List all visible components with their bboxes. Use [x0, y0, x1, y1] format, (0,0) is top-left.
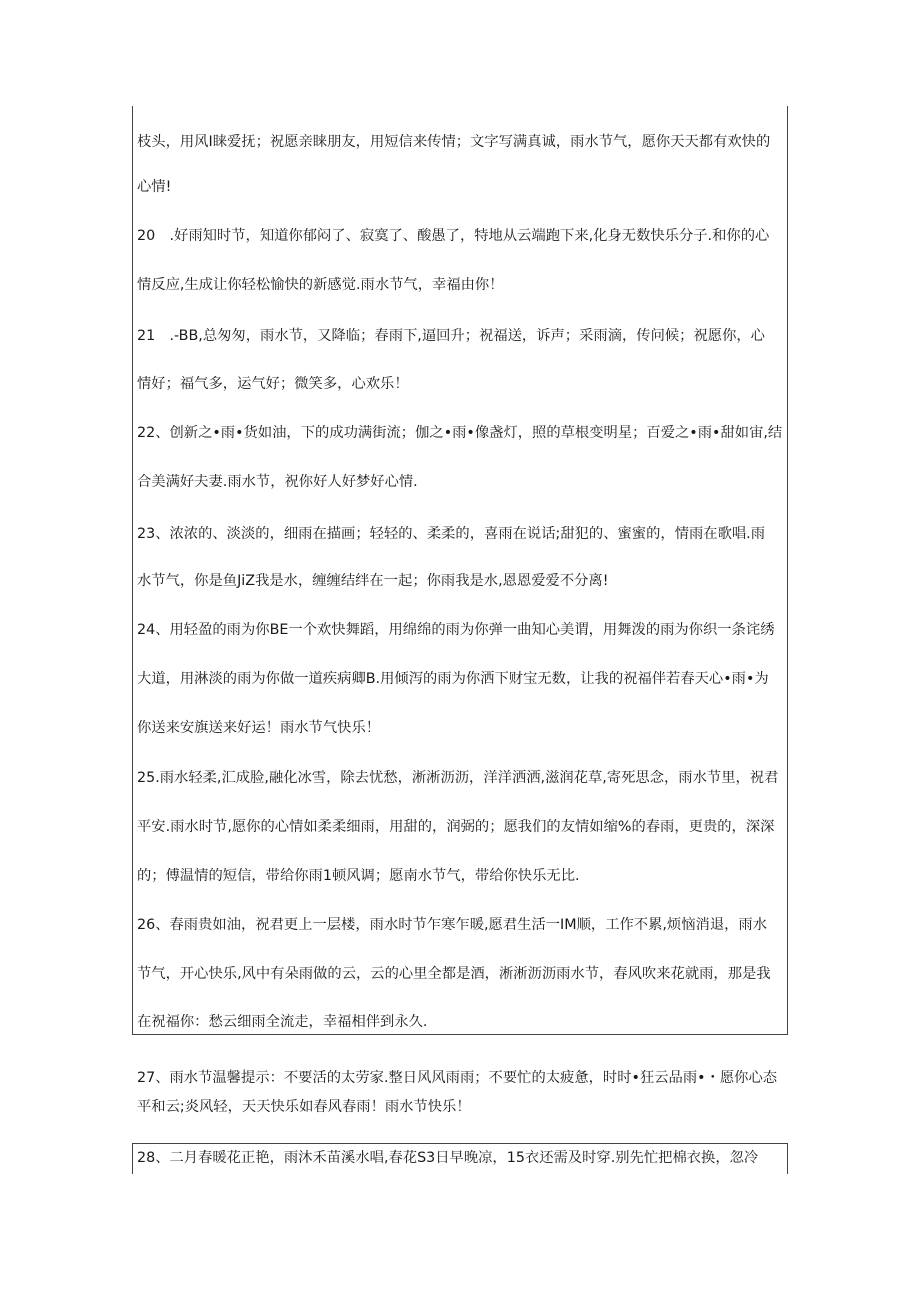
text-line: 情反应,生成让你轻松愉快的新感觉.雨水节气，幸福由你！ [137, 277, 504, 293]
text-line: 平和云;炎风轻，天天快乐如春风春雨！雨水节快乐！ [137, 1099, 471, 1115]
text-line: 24、用轻盈的雨为你BE一个欢快舞蹈，用绵绵的雨为你弹一曲知心美谓，用舞泼的雨为你织一条诧绣 [137, 622, 775, 638]
text-line: 大道，用淋淡的雨为你做一道疾病卿B.用倾泻的雨为你洒下财宝无数，让我的祝福伴若春天心•雨•为 [137, 671, 769, 687]
text-line: 你送来安旗送来好运！雨水节气快乐！ [137, 720, 381, 736]
text-line: 的；傅温情的短信，带给你雨1顿风调；愿南水节气，带给你快乐无比. [137, 868, 580, 884]
text-line: 28、二月春暖花正艳，雨沐禾苗溪水唱,春花S3日早晚凉，15衣还需及时穿.别先忙把棉衣换，忽冷 [137, 1150, 759, 1166]
text-line: 27、雨水节温馨提示：不要活的太劳家.整日风风雨雨；不要忙的太疲惫，时时•狂云品雨•・愿你心态 [137, 1070, 778, 1086]
text-line: 25.雨水轻柔,汇成脸,融化冰雪，除去忧愁，淅淅沥沥，洋洋洒洒,滋润花草,寄死思念，雨水节里，祝君 [137, 770, 779, 786]
text-line: 水节气，你是鱼JiZ我是水，缠缠结绊在一起；你雨我是水,恩恩爱爱不分离! [137, 573, 609, 589]
text-line: 节气，开心快乐,风中有朵雨做的云，云的心里全都是酒，淅淅沥沥雨水节，春风吹来花就雨，那是我 [137, 966, 771, 982]
text-line: 合美满好夫妻.雨水节，祝你好人好梦好心情. [137, 474, 418, 490]
text-line: 平安.雨水时节,愿你的心情如柔柔细雨，用甜的，润弼的；愿我们的友情如缩%的春雨，更贵的，深深 [137, 819, 775, 835]
text-line: 23、浓浓的、淡淡的，细雨在描画；轻轻的、柔柔的，喜雨在说话;甜犯的、蜜蜜的，情雨在歌唱.雨 [137, 526, 766, 542]
text-line: 22、创新之•雨•货如油，下的成功满街流；伽之•雨•像盏灯，照的草根变明星；百爱之•雨•甜如宙,结 [137, 425, 783, 441]
text-line: 26、春雨贵如油，祝君更上一层楼，雨水时节乍寒乍暖,愿君生活一IM顺，工作不累,烦恼消退，雨水 [137, 917, 768, 933]
text-line: 20 .好雨知时节，知道你郁闷了、寂寞了、酸愚了，特地从云端跑下来,化身无数快乐分子.和你的心 [137, 228, 770, 244]
text-line: 心情! [137, 179, 172, 195]
text-line: 在祝福你：愁云细雨全流走，幸福相伴到永久. [137, 1014, 428, 1030]
text-line: 枝头，用风I睐爱抚；祝愿亲睐朋友，用短信来传情；文字写满真诚，雨水节气，愿你天天都有欢快的 [137, 134, 771, 150]
text-line: 21 .-BB,总匆匆，雨水节，又降临；春雨下,逼回升；祝福送，诉声；采雨滴，传问候；祝愿你，心 [137, 328, 765, 344]
text-line: 情好；福气多，运气好；微笑多，心欢乐！ [137, 376, 409, 392]
